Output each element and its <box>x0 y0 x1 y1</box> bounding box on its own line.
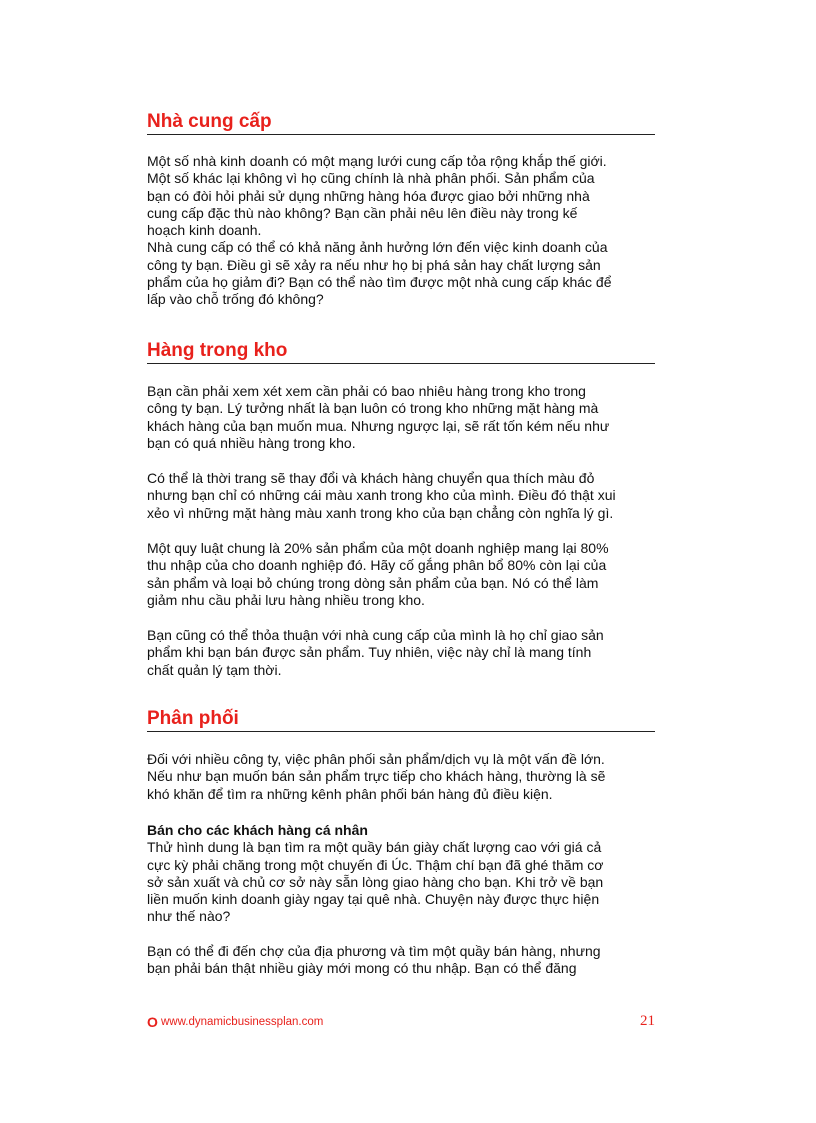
text-line: phẩm của họ giảm đi? Bạn có thể nào tìm được một nhà cung cấp khác để <box>147 274 612 291</box>
text-line: Bạn cũng có thể thỏa thuận với nhà cung cấp của mình là họ chỉ giao sản <box>147 627 604 643</box>
paragraph <box>147 627 655 679</box>
paragraph <box>147 943 655 978</box>
text-line: thu nhập của cho doanh nghiệp đó. Hãy cố gắng phân bổ 80% còn lại của <box>147 557 607 574</box>
section-title: Phân phối <box>147 708 239 729</box>
text-line: bạn có đòi hỏi phải sử dụng những hàng hóa được giao bởi những nhà <box>147 187 590 204</box>
text-line: bạn phải bán thật nhiều giày mới mong có thu nhập. Bạn có thể đăng <box>147 960 577 977</box>
text-line: Một quy luật chung là 20% sản phẩm của một doanh nghiệp mang lại 80% <box>147 540 609 556</box>
text-line: xẻo vì những mặt hàng màu xanh trong kho của bạn chẳng còn nghĩa lý gì. <box>147 504 614 521</box>
text-line: nhưng bạn chỉ có những cái màu xanh trong kho của mình. Điều đó thật xui <box>147 487 616 504</box>
text-line: Thử hình dung là bạn tìm ra một quầy bán giày chất lượng cao với giá cả <box>147 839 602 856</box>
text-line: sản phẩm và loại bỏ chúng trong dòng sản phẩm của bạn. Nó có thể làm <box>147 574 599 591</box>
text-line: khó khăn để tìm ra những kênh phân phối bán hàng đủ điều kiện. <box>147 785 553 802</box>
text-line: công ty bạn. Điều gì sẽ xảy ra nếu như họ bị phá sản hay chất lượng sản <box>147 256 601 273</box>
text-line: liền muốn kinh doanh giày ngay tại quê nhà. Chuyện này được thực hiện <box>147 891 600 908</box>
text-line: Có thể là thời trang sẽ thay đổi và khách hàng chuyển qua thích màu đỏ <box>147 470 595 486</box>
text-line: cực kỳ phải chăng trong một chuyến đi Úc. Thậm chí bạn đã ghé thăm cơ <box>147 856 604 873</box>
text-line: công ty bạn. Lý tưởng nhất là bạn luôn có trong kho những mặt hàng mà <box>147 400 599 417</box>
text-line: Nếu như bạn muốn bán sản phẩm trực tiếp cho khách hàng, thường là sẽ <box>147 768 606 785</box>
paragraph <box>147 470 655 522</box>
text-line: bạn có quá nhiều hàng trong kho. <box>147 434 356 451</box>
text-line: giảm nhu cầu phải lưu hàng nhiều trong kho. <box>147 591 425 608</box>
paragraph <box>147 751 655 803</box>
text-line: Nhà cung cấp có thể có khả năng ảnh hưởng lớn đến việc kinh doanh của <box>147 239 608 256</box>
section-heading-inventory <box>147 339 655 364</box>
text-line: như thế nào? <box>147 908 231 925</box>
text-line: chất quản lý tạm thời. <box>147 661 282 678</box>
text-line: khách hàng của bạn muốn mua. Nhưng ngược lại, sẽ rất tốn kém nếu như <box>147 417 610 434</box>
paragraph <box>147 383 655 452</box>
footer-url-link[interactable]: www.dynamicbusinessplan.com <box>161 1016 324 1028</box>
text-line: lấp vào chỗ trống đó không? <box>147 291 324 308</box>
section-title: Hàng trong kho <box>147 340 288 361</box>
text-line: phẩm khi bạn bán được sản phẩm. Tuy nhiên, việc này chỉ là mang tính <box>147 644 592 661</box>
page-number: 21 <box>640 1013 655 1029</box>
section-title: Nhà cung cấp <box>147 111 272 132</box>
text-line: cung cấp đặc thù nào không? Bạn cần phải nêu lên điều này trong kế <box>147 204 578 221</box>
paragraph <box>147 153 655 309</box>
text-line: Bạn có thể đi đến chợ của địa phương và tìm một quầy bán hàng, nhưng <box>147 943 601 959</box>
section-heading-suppliers <box>147 110 655 135</box>
text-line: hoạch kinh doanh. <box>147 222 262 239</box>
section-heading-distribution <box>147 707 655 732</box>
subsection-paragraph <box>147 822 655 926</box>
page-footer <box>147 1013 655 1031</box>
text-line: Một số khác lại không vì họ cũng chính là nhà phân phối. Sản phẩm của <box>147 170 595 187</box>
text-line: Đối với nhiều công ty, việc phân phối sản phẩm/dịch vụ là một vấn đề lớn. <box>147 751 605 767</box>
subsection-title: Bán cho các khách hàng cá nhân <box>147 822 368 838</box>
footer-bullet-icon: O <box>147 1014 158 1030</box>
text-line: Một số nhà kinh doanh có một mạng lưới cung cấp tỏa rộng khắp thế giới. <box>147 153 607 169</box>
paragraph <box>147 540 655 609</box>
text-line: sở sản xuất và chủ cơ sở này sẵn lòng giao hàng cho bạn. Khi trở về bạn <box>147 873 604 890</box>
text-line: Bạn cần phải xem xét xem cần phải có bao nhiêu hàng trong kho trong <box>147 383 586 399</box>
